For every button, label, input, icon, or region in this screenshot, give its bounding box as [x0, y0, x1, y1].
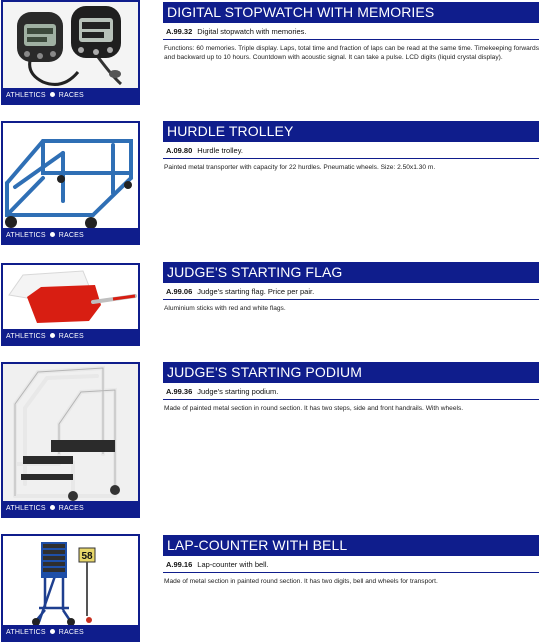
product-reference	[163, 25, 539, 40]
photo-caption: ATHLETICS RACES	[3, 329, 138, 344]
podium-photo	[1, 362, 140, 518]
product-reference	[163, 144, 539, 159]
lap-counter-photo	[1, 534, 140, 642]
trolley-photo	[1, 121, 140, 245]
product-description: Made of painted metal section in round section. It has two steps, side and front handrails. With wheels.	[164, 405, 464, 412]
product-code: A.99.32	[166, 27, 193, 36]
product-title: JUDGE'S STARTING PODIUM	[163, 362, 539, 383]
product-name: Hurdle trolley.	[197, 146, 243, 155]
product-name: Lap-counter with bell.	[197, 560, 269, 569]
product-description: Made of metal section in painted round section. It has two digits, bell and wheels for transport.	[164, 578, 438, 585]
flag-photo	[1, 263, 140, 346]
product-name: Digital stopwatch with memories.	[197, 27, 307, 36]
product-code: A.09.80	[166, 146, 193, 155]
product-code: A.99.16	[166, 560, 193, 569]
product-title: DIGITAL STOPWATCH WITH MEMORIES	[163, 2, 539, 23]
product-title: JUDGE'S STARTING FLAG	[163, 262, 539, 283]
photo-caption: ATHLETICS RACES	[3, 228, 138, 243]
stopwatch-photo	[1, 0, 140, 105]
product-name: Judge's starting flag. Price per pair.	[197, 287, 315, 296]
photo-caption: ATHLETICS RACES	[3, 625, 138, 640]
product-reference	[163, 285, 539, 300]
product-title: HURDLE TROLLEY	[163, 121, 539, 142]
product-reference	[163, 385, 539, 400]
product-code: A.99.06	[166, 287, 193, 296]
product-reference	[163, 558, 539, 573]
photo-caption: ATHLETICS RACES	[3, 501, 138, 516]
product-title: LAP-COUNTER WITH BELL	[163, 535, 539, 556]
product-description: Painted metal transporter with capacity for 22 hurdles. Pneumatic wheels. Size: 2.50x1.30 m.	[164, 164, 436, 171]
product-code: A.99.36	[166, 387, 193, 396]
product-name: Judge's starting podium.	[197, 387, 279, 396]
product-description: Functions: 60 memories. Triple display. Laps, total time and fraction of laps can be read at the same time. Timekeeping forwards and backward up to 10 hours. Countdown with acoustic signal. It can take a pulse. LCD digits (liquid crystal display).	[164, 45, 539, 61]
product-description: Aluminium sticks with red and white flags.	[164, 305, 286, 312]
photo-caption: ATHLETICS RACES	[3, 88, 138, 103]
counter-digits: 58	[81, 551, 93, 562]
